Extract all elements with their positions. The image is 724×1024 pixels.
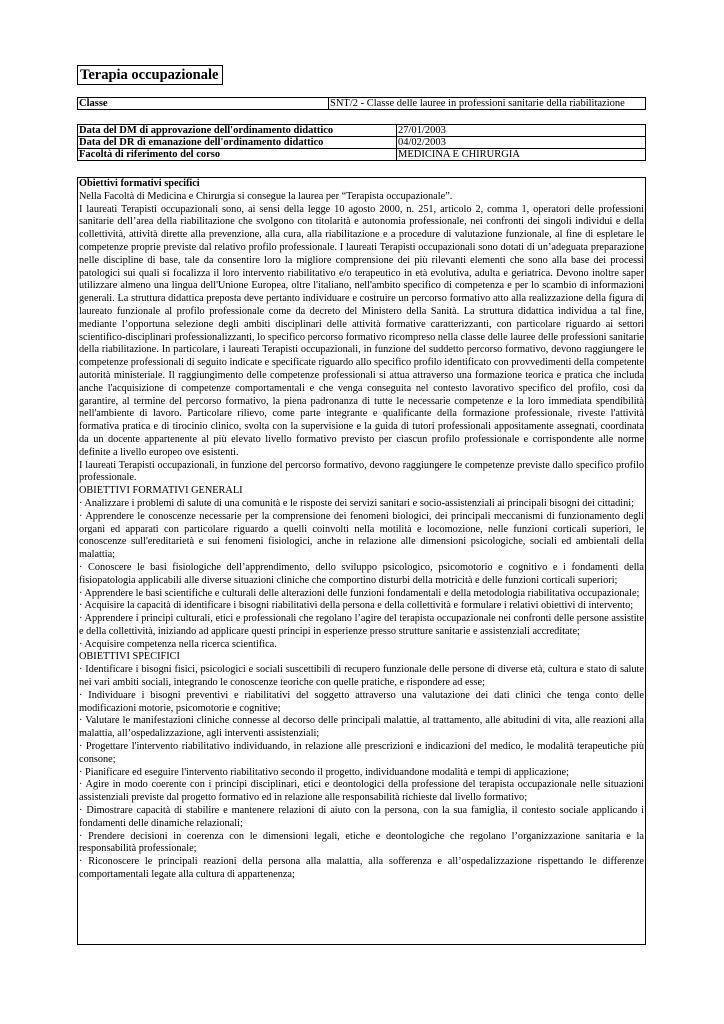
obiettivi-formativi-box <box>77 177 646 945</box>
list-item: · Identificare i bisogni fisici, psicologici e sociali suscettibili di recupero funzionale delle persone di diverse età, cultura e stato di salute nei vari ambiti sociali, integrando le conoscenze teoriche con quelle pratiche, e rispondere ad esse; <box>79 664 644 689</box>
dr-date-value: 04/02/2003 <box>397 137 646 149</box>
classe-label: Classe <box>78 98 329 110</box>
classe-value: SNT/2 - Classe delle lauree in professioni sanitarie della riabilitazione <box>329 98 646 110</box>
list-item: · Apprendere i principi culturali, etici e professionali che regolano l’agire del terapista occupazionale nei confronti delle persone assistite e della collettività, iniziando ad applicare questi principi in esperienze presso strutture sanitarie e assistenziali accreditate; <box>79 613 644 637</box>
facolta-label: Facoltà di riferimento del corso <box>78 149 397 161</box>
list-item: · Valutare le manifestazioni cliniche connesse al decorso delle principali malattie, al trattamento, alle abitudini di vita, alle reazioni alla malattia, all’ospedalizzazione, agli interventi assistenziali; <box>79 715 644 740</box>
list-item: · Agire in modo coerente con i principi disciplinari, etici e deontologici della professione del terapista occupazionale nelle situazioni assistenziali previste dal progetto formativo ed in relazione alle responsabilità richieste dal livello formativo; <box>79 779 644 804</box>
section-heading: OBIETTIVI FORMATIVI GENERALI <box>79 485 243 497</box>
list-item: · Apprendere le basi scientifiche e culturali delle alterazioni delle funzioni fondamentali e della metodologia riabilitativa occupazionale; <box>79 587 640 599</box>
table-row <box>78 137 646 149</box>
list-item: · Pianificare ed eseguire l'intervento riabilitativo secondo il progetto, individuandone modalità e tempi di applicazione; <box>79 766 569 778</box>
section-heading: OBIETTIVI SPECIFICI <box>79 651 180 663</box>
paragraph: Nella Facoltà di Medicina e Chirurgia si consegue la laurea per “Terapista occupazionale”. <box>79 190 453 202</box>
ordinamento-table <box>77 124 646 161</box>
dm-date-value: 27/01/2003 <box>397 125 646 137</box>
page-title: Terapia occupazionale <box>77 65 223 85</box>
list-item: · Apprendere le conoscenze necessarie per la comprensione dei fenomeni biologici, dei principali meccanismi di funzionamento degli organi ed apparati con particolare riguardo a quelli coinvolti nella motilità e locomozione, nelle funzioni corticali superiori, le conoscenze sull'ereditarietà e sui fenomeni fisiologici, anche in relazione alle dimensioni psicologiche, sociali ed ambientali della malattia; <box>79 510 644 561</box>
list-item: · Individuare i bisogni preventivi e riabilitativi del soggetto attraverso una valutazione dei dati clinici che tenga conto delle modificazioni motorie, psicomotorie e cognitive; <box>79 689 644 714</box>
paragraph: I laureati Terapisti occupazionali sono, ai sensi della legge 10 agosto 2000, n. 251, articolo 2, comma 1, operatori delle professioni sanitarie dell’area della riabilitazione che svolgono con titolarità e autonomia professionale, nei confronti dei singoli individui e della collettività, attività dirette alla prevenzione, alla cura, alla riabilitazione e a procedure di valutazione funzionale, al fine di espletare le competenze proprie previste dal relativo profilo professionale. I laureati Terapisti occupazionali sono dotati di un’adeguata preparazione nelle discipline di base, tale da consentire loro la migliore comprensione dei più rilevanti elementi che sono alla base dei processi patologici sui quali si focalizza il loro intervento riabilitativo e/o terapeutico in età evolutiva, adulta e geriatrica. Devono inoltre saper utilizzare almeno una lingua dell'Unione Europea, oltre l'italiano, nell'ambito specifico di competenza e per lo scambio di informazioni generali. La struttura didattica preposta deve pertanto individuare e costruire un percorso formativo atto alla realizzazione della figura di laureato funzionale al profilo professionale come da decreto del Ministero della Sanità. La struttura didattica individua a tal fine, mediante l’opportuna selezione degli ambiti disciplinari delle attività formative caratterizzanti, con particolare riguardo ai settori scientifico-disciplinari professionalizzanti, lo specifico percorso formativo ricompreso nella classe delle lauree delle professioni sanitarie della riabilitazione. In particolare, i laureati Terapisti occupazionali, in funzione del suddetto percorso formativo, devono raggiungere le competenze professionali di seguito indicate e specificate riguardo allo specifico profilo identificato con provvedimenti della competente autorità ministeriale. Il raggiungimento delle competenze professionali si attua attraverso una formazione teorica e pratica che includa anche l'acquisizione di competenze comportamentali e che venga conseguita nel contesto lavorativo specifico del profilo, così da garantire, al termine del percorso formativo, la piena padronanza di tutte le necessarie competenze e la loro immediata spendibilità nell'ambiente di lavoro. Particolare rilievo, come parte integrante e qualificante della formazione professionale, riveste l'attività formativa pratica e di tirocinio clinico, svolta con la supervisione e la guida di tutori professionali appositamente assegnati, coordinata da un docente appartenente al più elevato livello formativo previsto per ciascun profilo professionale e corrispondente alle norme definite a livello europeo ove esistenti. <box>79 203 644 458</box>
table-row <box>78 149 646 161</box>
list-item: · Riconoscere le principali reazioni della persona alla malattia, alla sofferenza e all’ospedalizzazione rispettando le differenze comportamentali legate alla cultura di appartenenza; <box>79 856 644 881</box>
facolta-value: MEDICINA E CHIRURGIA <box>397 149 646 161</box>
list-item: · Conoscere le basi fisiologiche dell’apprendimento, dello sviluppo psicologico, psicomotorio e cognitivo e i fondamenti della fisiopatologia applicabili alle diverse situazioni cliniche che comportino disturbi della motricità e delle funzioni corticali superiori; <box>79 561 644 586</box>
list-item: · Analizzare i problemi di salute di una comunità e le risposte dei servizi sanitari e socio-assistenziali ai principali bisogni dei cittadini; <box>79 497 635 509</box>
table-row <box>78 98 646 110</box>
list-item: · Dimostrare capacità di stabilire e mantenere relazioni di aiuto con la persona, con la sua famiglia, il contesto sociale applicando i fondamenti delle dinamiche relazionali; <box>79 805 644 829</box>
dr-date-label: Data del DR di emanazione dell'ordinamento didattico <box>78 137 397 149</box>
list-item: · Progettare l'intervento riabilitativo individuando, in relazione alle prescrizioni e indicazioni del medico, le modalità terapeutiche più consone; <box>79 741 644 765</box>
paragraph: I laureati Terapisti occupazionali, in funzione del percorso formativo, devono raggiungere le competenze previste dallo specifico profilo professionale. <box>79 459 644 484</box>
dm-date-label: Data del DM di approvazione dell'ordinamento didattico <box>78 125 397 137</box>
table-row <box>78 125 646 137</box>
list-item: · Acquisire competenza nella ricerca scientifica. <box>79 638 277 650</box>
obiettivi-heading: Obiettivi formativi specifici <box>79 178 200 189</box>
classe-table <box>77 97 646 110</box>
list-item: · Prendere decisioni in coerenza con le dimensioni legali, etiche e deontologiche che regolano l’organizzazione sanitaria e la responsabilità professionale; <box>79 830 644 855</box>
list-item: · Acquisire la capacità di identificare i bisogni riabilitativi della persona e della collettività e formulare i relativi obiettivi di intervento; <box>79 600 634 612</box>
